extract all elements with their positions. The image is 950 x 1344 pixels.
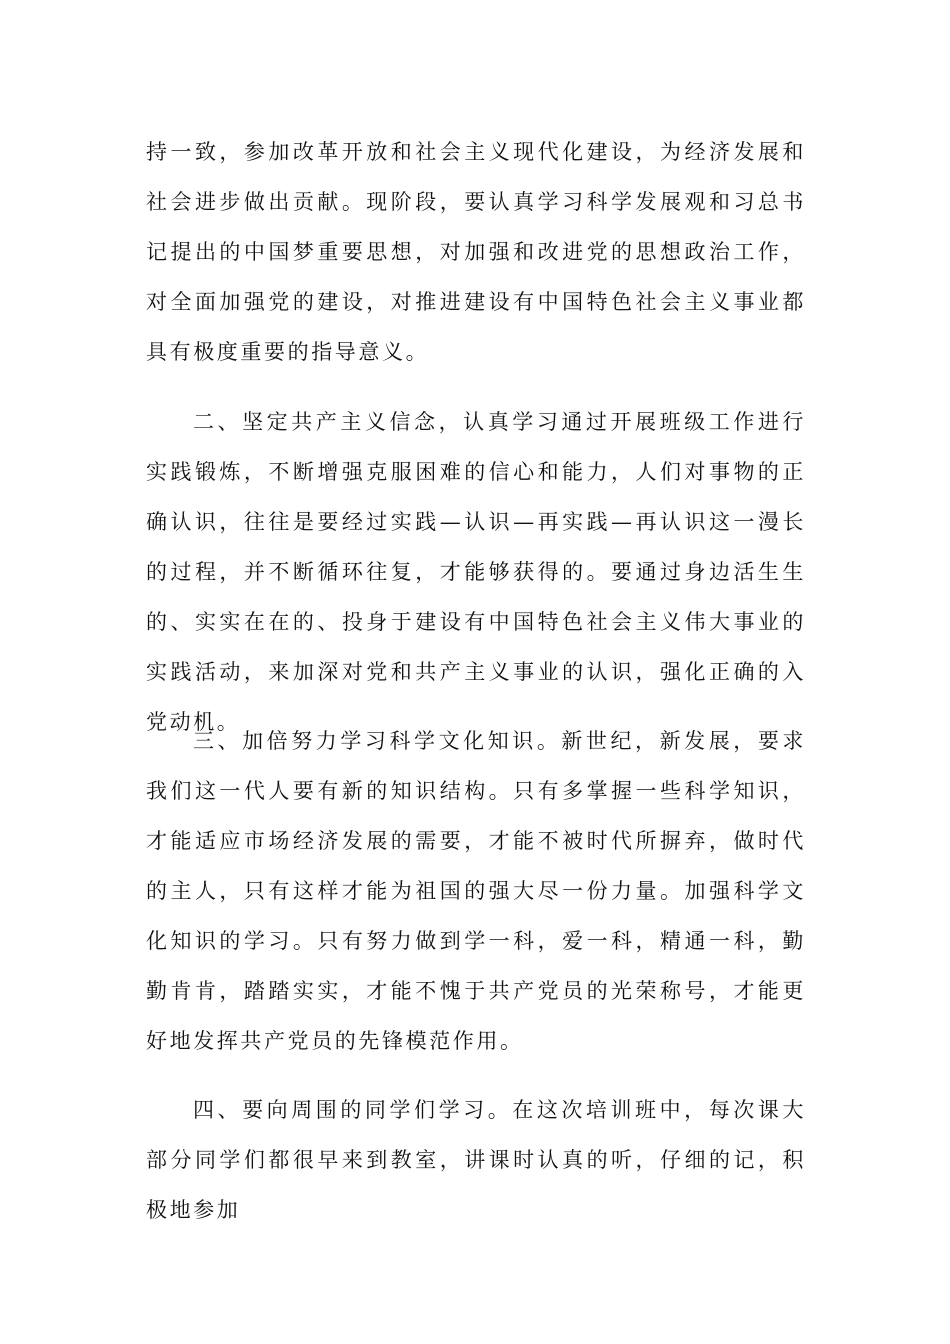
paragraph-continuation: 持一致，参加改革开放和社会主义现代化建设，为经济发展和社会进步做出贡献。现阶段，要认真学习科学发展观和习总书记提出的中国梦重要思想，对加强和改进党的思想政治工作，对全面加强党的建设，对推进建设有中国特色社会主义事业都具有极度重要的指导意义。 [146,140,806,364]
paragraph-section-3: 三、加倍努力学习科学文化知识。新世纪，新发展，要求我们这一代人要有新的知识结构。只有多掌握一些科学知识，才能适应市场经济发展的需要，才能不被时代所摒弃，做时代的主人，只有这样才能为祖国的强大尽一份力量。加强科学文化知识的学习。只有努力做到学一科，爱一科，精通一科，勤勤肯肯，踏踏实实，才能不愧于共产党员的光荣称号，才能更好地发挥共产党员的先锋模范作用。 [146,729,806,1053]
paragraph-section-2: 二、坚定共产主义信念，认真学习通过开展班级工作进行实践锻炼，不断增强克服困难的信心和能力，人们对事物的正确认识，往往是要经过实践—认识—再实践—再认识这一漫长的过程，并不断循环往复，才能够获得的。要通过身边活生生的、实实在在的、投身于建设有中国特色社会主义伟大事业的实践活动，来加深对党和共产主义事业的认识，强化正确的入党动机。 [146,410,806,734]
paragraph-section-4: 四、要向周围的同学们学习。在这次培训班中，每次课大部分同学们都很早来到教室，讲课时认真的听，仔细的记，积极地参加 [146,1098,806,1222]
